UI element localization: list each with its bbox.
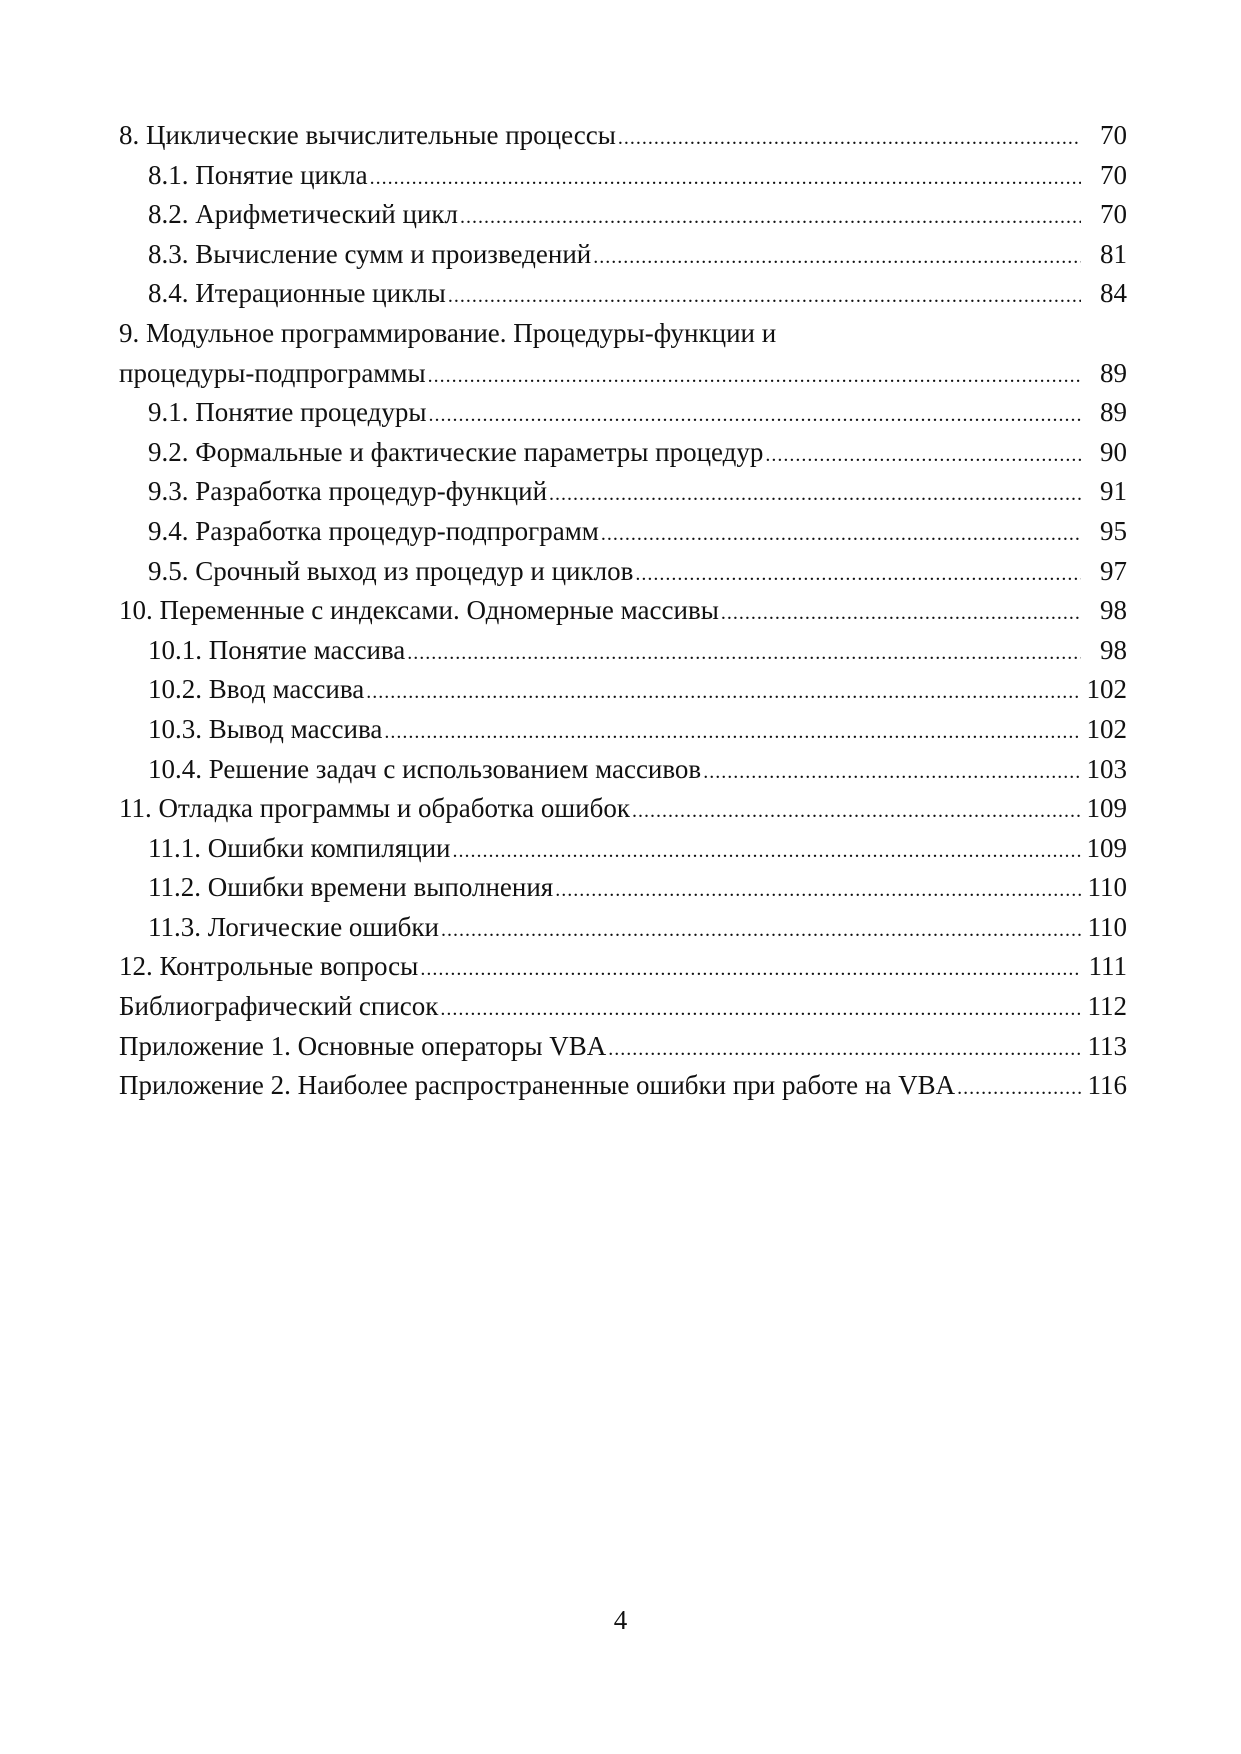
toc-entry-title: 10.3. Вывод массива <box>148 713 383 744</box>
toc-leader-dots <box>765 436 1081 476</box>
toc-leader-dots <box>440 990 1081 1030</box>
toc-entry-title: 8.4. Итерационные циклы <box>148 278 446 309</box>
toc-entry-page: 89 <box>1100 357 1127 388</box>
toc-leader-dots <box>453 832 1082 872</box>
toc-entry-page: 103 <box>1086 753 1127 784</box>
toc-entry-page: 95 <box>1100 515 1127 546</box>
toc-entry <box>119 750 1127 790</box>
toc-entry <box>119 472 1127 512</box>
toc-leader-dots <box>366 673 1081 713</box>
toc-entry-title: 11. Отладка программы и обработка ошибок <box>119 793 630 824</box>
toc-entry <box>119 116 1127 156</box>
toc-entry-page: 70 <box>1100 159 1127 190</box>
toc-entry-title: 10. Переменные с индексами. Одномерные массивы <box>119 595 719 626</box>
toc-leader-dots <box>460 198 1081 238</box>
toc-entry-title: 12. Контрольные вопросы <box>119 951 419 982</box>
toc-entry-title: 10.4. Решение задач с использованием массивов <box>148 753 702 784</box>
toc-entry <box>119 156 1127 196</box>
toc-entry <box>119 670 1127 710</box>
toc-leader-dots <box>608 1030 1081 1070</box>
toc-leader-dots <box>407 634 1081 674</box>
toc-entry <box>119 274 1127 314</box>
toc-entry-page: 109 <box>1086 793 1127 824</box>
toc-entry-title: 8.1. Понятие цикла <box>148 159 368 190</box>
toc-leader-dots <box>428 357 1081 397</box>
toc-entry-page: 110 <box>1087 911 1127 942</box>
toc-entry <box>119 591 1127 631</box>
toc-entry <box>119 552 1127 592</box>
toc-entry <box>119 393 1127 433</box>
toc-entry-title: 8.2. Арифметический цикл <box>148 199 458 230</box>
toc-entry <box>119 1066 1127 1106</box>
toc-entry-page: 84 <box>1100 278 1127 309</box>
toc-entry <box>119 829 1127 869</box>
toc-entry-title: 9.2. Формальные и фактические параметры процедур <box>148 436 764 467</box>
toc-entry-title: 9. Модульное программирование. Процедуры-функции и <box>119 317 777 348</box>
toc-entry-title: 8. Циклические вычислительные процессы <box>119 120 616 150</box>
toc-entry-title: 9.3. Разработка процедур-функций <box>148 476 548 507</box>
toc-entry <box>119 947 1127 987</box>
toc-entry-page: 70 <box>1100 120 1127 150</box>
toc-entry-page: 112 <box>1087 991 1127 1022</box>
toc-entry-page: 70 <box>1100 199 1127 230</box>
toc-leader-dots <box>429 396 1081 436</box>
toc-entry-title: 8.3. Вычисление сумм и произведений <box>148 238 592 269</box>
toc-leader-dots <box>555 871 1081 911</box>
toc-entry-page: 109 <box>1086 832 1127 863</box>
toc-leader-dots <box>593 238 1081 278</box>
toc-leader-dots <box>549 475 1081 515</box>
toc-leader-dots <box>635 555 1081 595</box>
toc-entry-title: 9.1. Понятие процедуры <box>148 397 427 428</box>
toc-entry <box>119 631 1127 671</box>
toc-leader-dots <box>601 515 1081 555</box>
toc-entry <box>119 314 1127 354</box>
toc-entry-title: 9.4. Разработка процедур-подпрограмм <box>148 515 599 546</box>
toc-leader-dots <box>370 159 1081 199</box>
toc-entry-title: 9.5. Срочный выход из процедур и циклов <box>148 555 634 586</box>
toc-entry-title: 11.3. Логические ошибки <box>148 911 439 942</box>
toc-leader-dots <box>384 713 1081 753</box>
toc-entry <box>119 235 1127 275</box>
toc-entry-title: 10.2. Ввод массива <box>148 674 365 705</box>
toc-entry-page: 113 <box>1087 1030 1127 1061</box>
toc-entry-title: 10.1. Понятие массива <box>148 634 406 665</box>
toc-entry-page: 89 <box>1100 397 1127 428</box>
toc-entry-title: Приложение 2. Наиболее распространенные ошибки при работе на VBA <box>119 1070 956 1101</box>
toc-entry-page: 111 <box>1088 951 1127 982</box>
toc-entry <box>119 433 1127 473</box>
toc-entry-title: 11.2. Ошибки времени выполнения <box>148 872 554 903</box>
toc-entry <box>119 987 1127 1027</box>
toc-entry-title: Приложение 1. Основные операторы VBA <box>119 1030 607 1061</box>
toc-leader-dots <box>632 792 1081 832</box>
toc-entry <box>119 195 1127 235</box>
toc-entry-page: 90 <box>1100 436 1127 467</box>
toc-entry <box>119 710 1127 750</box>
toc-entry-page: 91 <box>1100 476 1127 507</box>
page-number: 4 <box>613 1605 628 1635</box>
toc-entry-page: 98 <box>1100 634 1127 665</box>
toc-leader-dots <box>420 950 1081 990</box>
toc-leader-dots <box>441 911 1081 951</box>
toc-entry-title: 11.1. Ошибки компиляции <box>148 832 451 863</box>
toc-leader-dots <box>957 1069 1081 1109</box>
table-of-contents <box>119 116 1127 1106</box>
toc-leader-dots <box>721 594 1081 634</box>
toc-leader-dots <box>618 119 1081 159</box>
toc-entry-page: 98 <box>1100 595 1127 626</box>
toc-entry-page: 97 <box>1100 555 1127 586</box>
toc-entry-page: 102 <box>1086 674 1127 705</box>
toc-entry <box>119 512 1127 552</box>
toc-leader-dots <box>703 753 1081 793</box>
toc-entry-title: процедуры-подпрограммы <box>119 357 426 388</box>
toc-entry-page: 116 <box>1087 1070 1127 1101</box>
toc-entry-page: 110 <box>1087 872 1127 903</box>
toc-entry-page: 81 <box>1100 238 1127 269</box>
toc-entry <box>119 789 1127 829</box>
toc-entry-title: Библиографический список <box>119 991 439 1022</box>
toc-entry-page: 102 <box>1086 713 1127 744</box>
toc-entry <box>119 868 1127 908</box>
toc-entry <box>119 1027 1127 1067</box>
toc-entry <box>119 354 1127 394</box>
toc-leader-dots <box>448 277 1081 317</box>
toc-entry <box>119 908 1127 948</box>
